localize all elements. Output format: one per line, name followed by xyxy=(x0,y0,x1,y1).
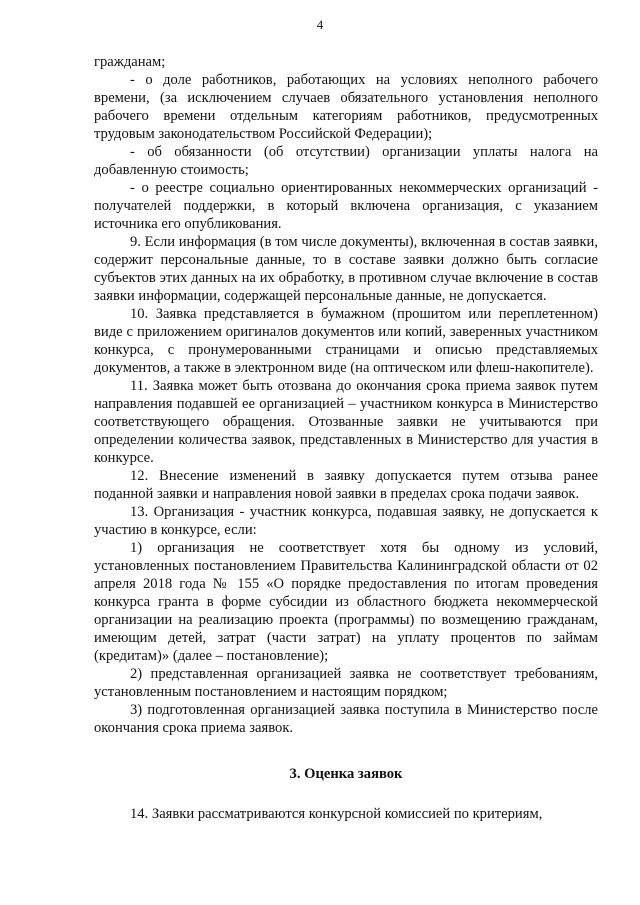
page-number: 4 xyxy=(316,17,324,32)
list-item-part-time-workers: - о доле работников, работающих на условиях неполного рабочего времени, (за исключением случаев обязательного установления неполного рабочего времени отдельным категориям работников, предусмотренных трудовым законодательством Российской Федерации); xyxy=(94,72,598,142)
paragraph-14: 14. Заявки рассматриваются конкурсной комиссией по критериям, xyxy=(130,806,543,822)
document-body xyxy=(94,53,598,823)
paragraph-13: 13. Организация - участник конкурса, подавшая заявку, не допускается к участию в конкурсе, если: xyxy=(94,504,598,538)
list-item-nko-registry: - о реестре социально ориентированных некоммерческих организаций - получателей поддержки, в который включена организация, с указанием источника его опубликования. xyxy=(94,180,598,232)
paragraph-9: 9. Если информация (в том числе документы), включенная в состав заявки, содержит персональные данные, то в составе заявки должно быть согласие субъектов этих данных на их обработку, в противном случае включение в состав заявки информации, содержащей персональные данные, не допускается. xyxy=(94,234,598,304)
paragraph-10: 10. Заявка представляется в бумажном (прошитом или переплетенном) виде с приложением оригиналов документов или копий, заверенных участником конкурса, с пронумерованными страницами и описью представляемых документов, а также в электронном виде (на оптическом или флеш-накопителе). xyxy=(94,306,598,376)
paragraph-13-item-2: 2) представленная организацией заявка не соответствует требованиям, установленным постановлением и настоящим порядком; xyxy=(94,666,598,700)
paragraph-12: 12. Внесение изменений в заявку допускается путем отзыва ранее поданной заявки и направления новой заявки в пределах срока подачи заявок. xyxy=(94,468,598,502)
paragraph-13-item-3: 3) подготовленная организацией заявка поступила в Министерство после окончания срока приема заявок. xyxy=(94,702,598,736)
paragraph-13-item-1: 1) организация не соответствует хотя бы одному из условий, установленных постановлением Правительства Калининградской области от 02 апреля 2018 года № 155 «О порядке предоставления по итогам проведения конкурса гранта в форме субсидии из областного бюджета некоммерческой организации на реализацию проекта (программы) по возмещению гражданам, имеющим детей, затрат (части затрат) на уплату процентов по займам (кредитам)» (далее – постановление); xyxy=(94,540,598,664)
list-item-vat-obligation: - об обязанности (об отсутствии) организации уплаты налога на добавленную стоимость; xyxy=(94,144,598,178)
paragraph-continuation: гражданам; xyxy=(94,54,166,70)
section-heading: 3. Оценка заявок xyxy=(289,766,403,782)
paragraph-11: 11. Заявка может быть отозвана до окончания срока приема заявок путем направления подавшей ее организацией – участником конкурса в Министерство соответствующего обращения. Отозванные заявки не учитываются при определении количества заявок, представленных в Министерство для участия в конкурсе. xyxy=(94,378,598,466)
